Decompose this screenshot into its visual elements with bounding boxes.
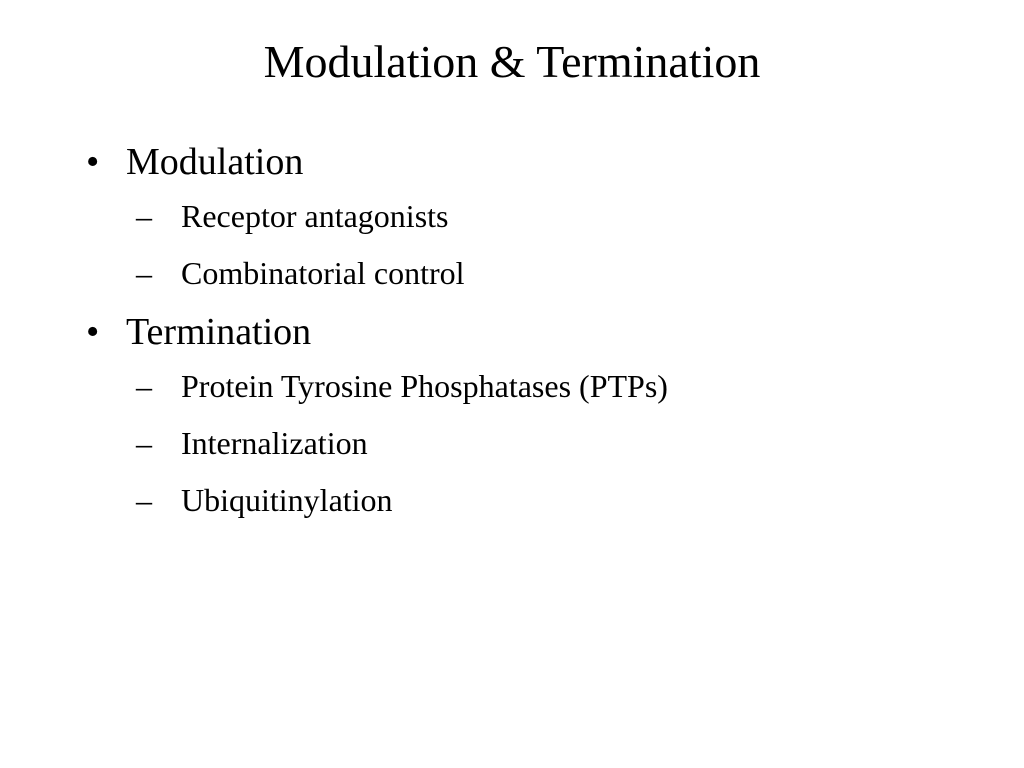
sub-item-label: Protein Tyrosine Phosphatases (PTPs) (181, 368, 668, 404)
sub-marker: – (136, 482, 152, 518)
sub-item-receptor-antagonists (136, 196, 668, 236)
sub-list-termination (126, 366, 668, 520)
slide-title: Modulation & Termination (263, 36, 761, 87)
sub-marker: – (136, 255, 152, 291)
sub-item-label: Receptor antagonists (181, 198, 449, 234)
sub-item-label: Combinatorial control (181, 255, 465, 291)
bullet-marker: • (86, 141, 100, 183)
sub-marker: – (136, 425, 152, 461)
bullet-label: Termination (126, 311, 312, 353)
sub-item-combinatorial-control (136, 253, 668, 293)
sub-item-internalization (136, 423, 668, 463)
bullet-modulation (86, 138, 668, 293)
sub-list-modulation (126, 196, 668, 293)
bullet-marker: • (86, 311, 100, 353)
sub-item-ptps (136, 366, 668, 406)
bullet-termination (86, 308, 668, 520)
bullet-list (86, 138, 668, 520)
sub-item-ubiquitinylation (136, 480, 668, 520)
sub-marker: – (136, 368, 152, 404)
sub-item-label: Ubiquitinylation (181, 482, 393, 518)
bullet-label: Modulation (126, 141, 304, 183)
sub-marker: – (136, 198, 152, 234)
sub-item-label: Internalization (181, 425, 368, 461)
